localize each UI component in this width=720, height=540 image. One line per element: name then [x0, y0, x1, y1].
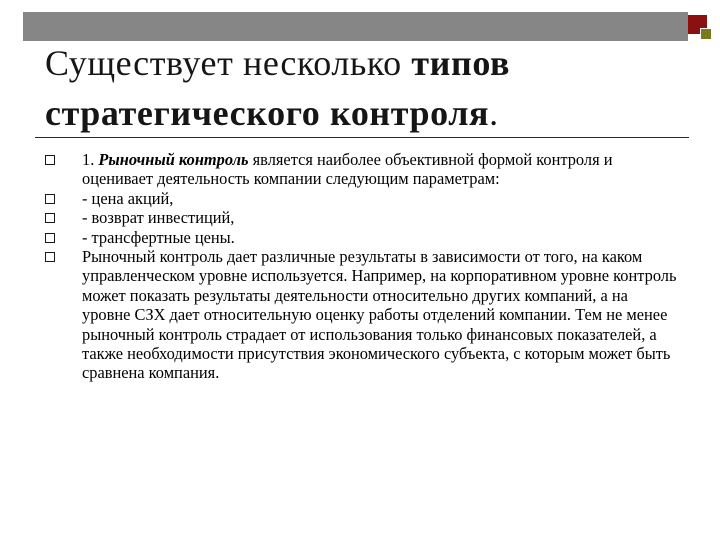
square-bullet-icon [45, 252, 55, 262]
list-item-text: - цена акций, [82, 188, 174, 208]
square-bullet-icon [45, 194, 55, 204]
slide-title [45, 38, 685, 138]
title-part-3: . [489, 93, 499, 133]
item-prefix: 1. [82, 150, 99, 169]
title-part-2: типов стратегического контроля [45, 43, 511, 133]
item-body: является наиболее объективной формой контроля и оценивает деятельность компании следующим параметрам: [82, 150, 613, 189]
title-divider [35, 137, 689, 138]
list-item [45, 247, 680, 383]
list-item [45, 228, 680, 247]
square-bullet-icon [45, 213, 55, 223]
list-item [45, 208, 680, 227]
list-item [45, 150, 680, 189]
title-part-1: Существует несколько [45, 43, 412, 83]
item-emphasis: Рыночный контроль [98, 150, 249, 169]
list-item-text: Рыночный контроль дает различные результаты в зависимости от того, на каком управленческом уровне используется. Например, на корпоративном уровне контроль может показать результаты деятельности относительно других компаний, а на уровне СЗХ дает относительную оценку работы отделений компании. Тем не менее рыночный контроль страдает от использования только финансовых показателей, а также необходимости присутствия экономического субъекта, с которым может быть сравнена компания. [82, 247, 677, 383]
bullet-list [45, 150, 680, 383]
square-bullet-icon [45, 233, 55, 243]
list-item [45, 189, 680, 208]
list-item-text [82, 150, 680, 189]
list-item-text: - трансфертные цены. [82, 227, 235, 247]
list-item-text: - возврат инвестиций, [82, 208, 235, 228]
olive-square-decoration [700, 28, 712, 40]
square-bullet-icon [45, 155, 55, 165]
top-decorative-bar [23, 12, 688, 41]
